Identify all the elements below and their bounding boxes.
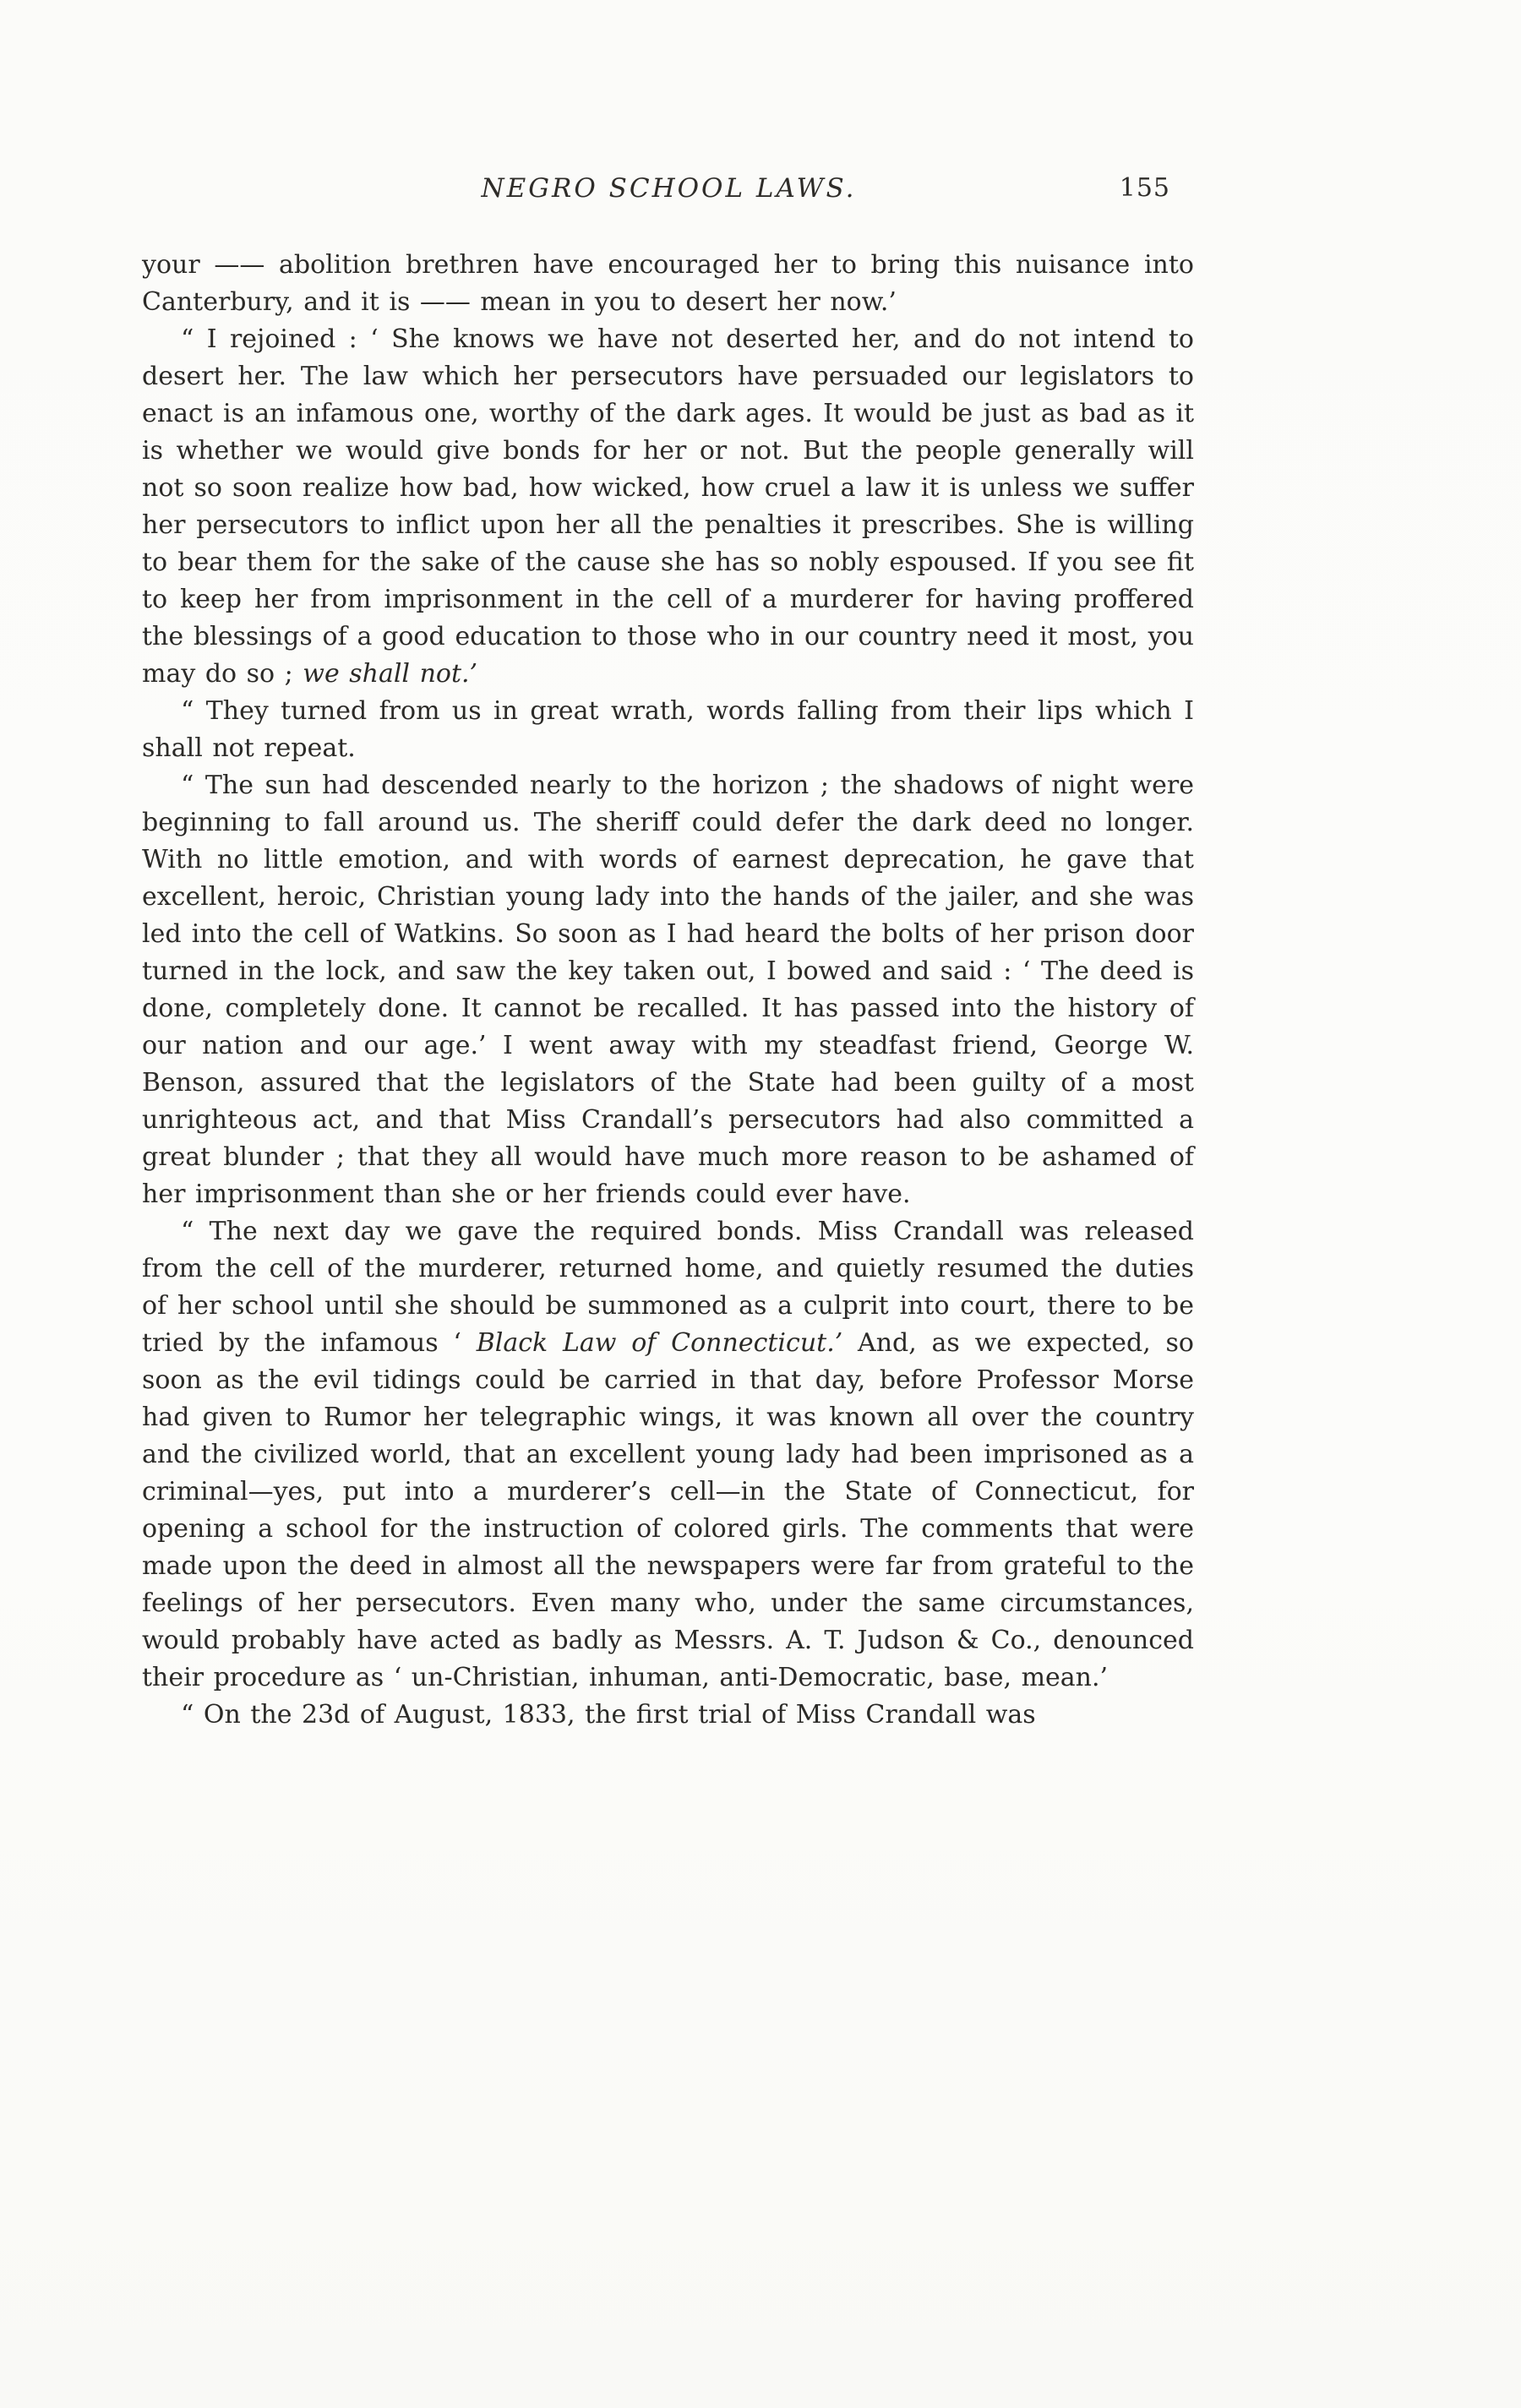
paragraph <box>142 1697 1194 1734</box>
paragraph <box>142 1213 1194 1697</box>
text-run: And, as we expected, so soon as the evil tidings could be carried in that day, before Professor Morse had given to Rumor her telegraphic wings, it was known all over the country and the civilized world, that an excellent young lady had been imprisoned as a criminal—yes, put into a murderer’s cell—in the State of Connecticut, for opening a school for the instruction of colored girls. The comments that were made upon the deed in almost all the newspapers were far from grateful to the feelings of her persecutors. Even many who, under the same circumstances, would probably have acted as badly as Messrs. A. T. Judson & Co., denounced their procedure as ‘ un-Christian, inhuman, anti-Democratic, base, mean.’ <box>142 1328 1194 1692</box>
text-run: “ I rejoined : ‘ She knows we have not deserted her, and do not intend to desert her. The law which her persecutors have persuaded our legislators to enact is an infamous one, worthy of the dark ages. It would be just as bad as it is whether we would give bonds for her or not. But the people generally will not so soon realize how bad, how wicked, how cruel a law it is unless we suffer her persecutors to inflict upon her all the penalties it prescribes. She is willing to bear them for the sake of the cause she has so nobly espoused. If you see fit to keep her from imprisonment in the cell of a murderer for having proffered the blessings of a good education to those who in our country need it most, you may do so ; <box>142 324 1194 689</box>
italic-text: Black Law of Connecticut.’ <box>476 1328 843 1358</box>
text-run: “ The next day we gave the required bonds. Miss Crandall was released from the cell of the murderer, returned home, and quietly resumed the duties of her school until she should be summoned as a culprit into court, there to be tried by the infamous ‘ <box>142 1217 1194 1358</box>
text-run: your —— abolition brethren have encouraged her to bring this nuisance into Canterbury, and it is —— mean in you to desert her now.’ <box>142 250 1194 317</box>
italic-text: we shall not.’ <box>303 659 478 689</box>
page-number: 155 <box>1119 173 1170 203</box>
text-run: “ The sun had descended nearly to the horizon ; the shadows of night were beginning to fall around us. The sheriff could defer the dark deed no longer. With no little emotion, and with words of earnest deprecation, he gave that excellent, heroic, Christian young lady into the hands of the jailer, and she was led into the cell of Watkins. So soon as I had heard the bolts of her prison door turned in the lock, and saw the key taken out, I bowed and said : ‘ The deed is done, completely done. It cannot be recalled. It has passed into the history of our nation and our age.’ I went away with my steadfast friend, George W. Benson, assured that the legislators of the State had been guilty of a most unrighteous act, and that Miss Crandall’s persecutors had also committed a great blunder ; that they all would have much more reason to be ashamed of her imprisonment than she or her friends could ever have. <box>142 771 1194 1209</box>
running-title: NEGRO SCHOOL LAWS. <box>481 173 857 204</box>
paragraph <box>142 767 1194 1213</box>
paragraph <box>142 321 1194 693</box>
paragraph <box>142 693 1194 767</box>
paragraph <box>142 247 1194 321</box>
page-header <box>144 173 1194 215</box>
text-run: “ They turned from us in great wrath, words falling from their lips which I shall not repeat. <box>142 696 1194 763</box>
text-block <box>142 247 1194 1734</box>
text-run: “ On the 23d of August, 1833, the first trial of Miss Crandall was <box>181 1700 1036 1730</box>
